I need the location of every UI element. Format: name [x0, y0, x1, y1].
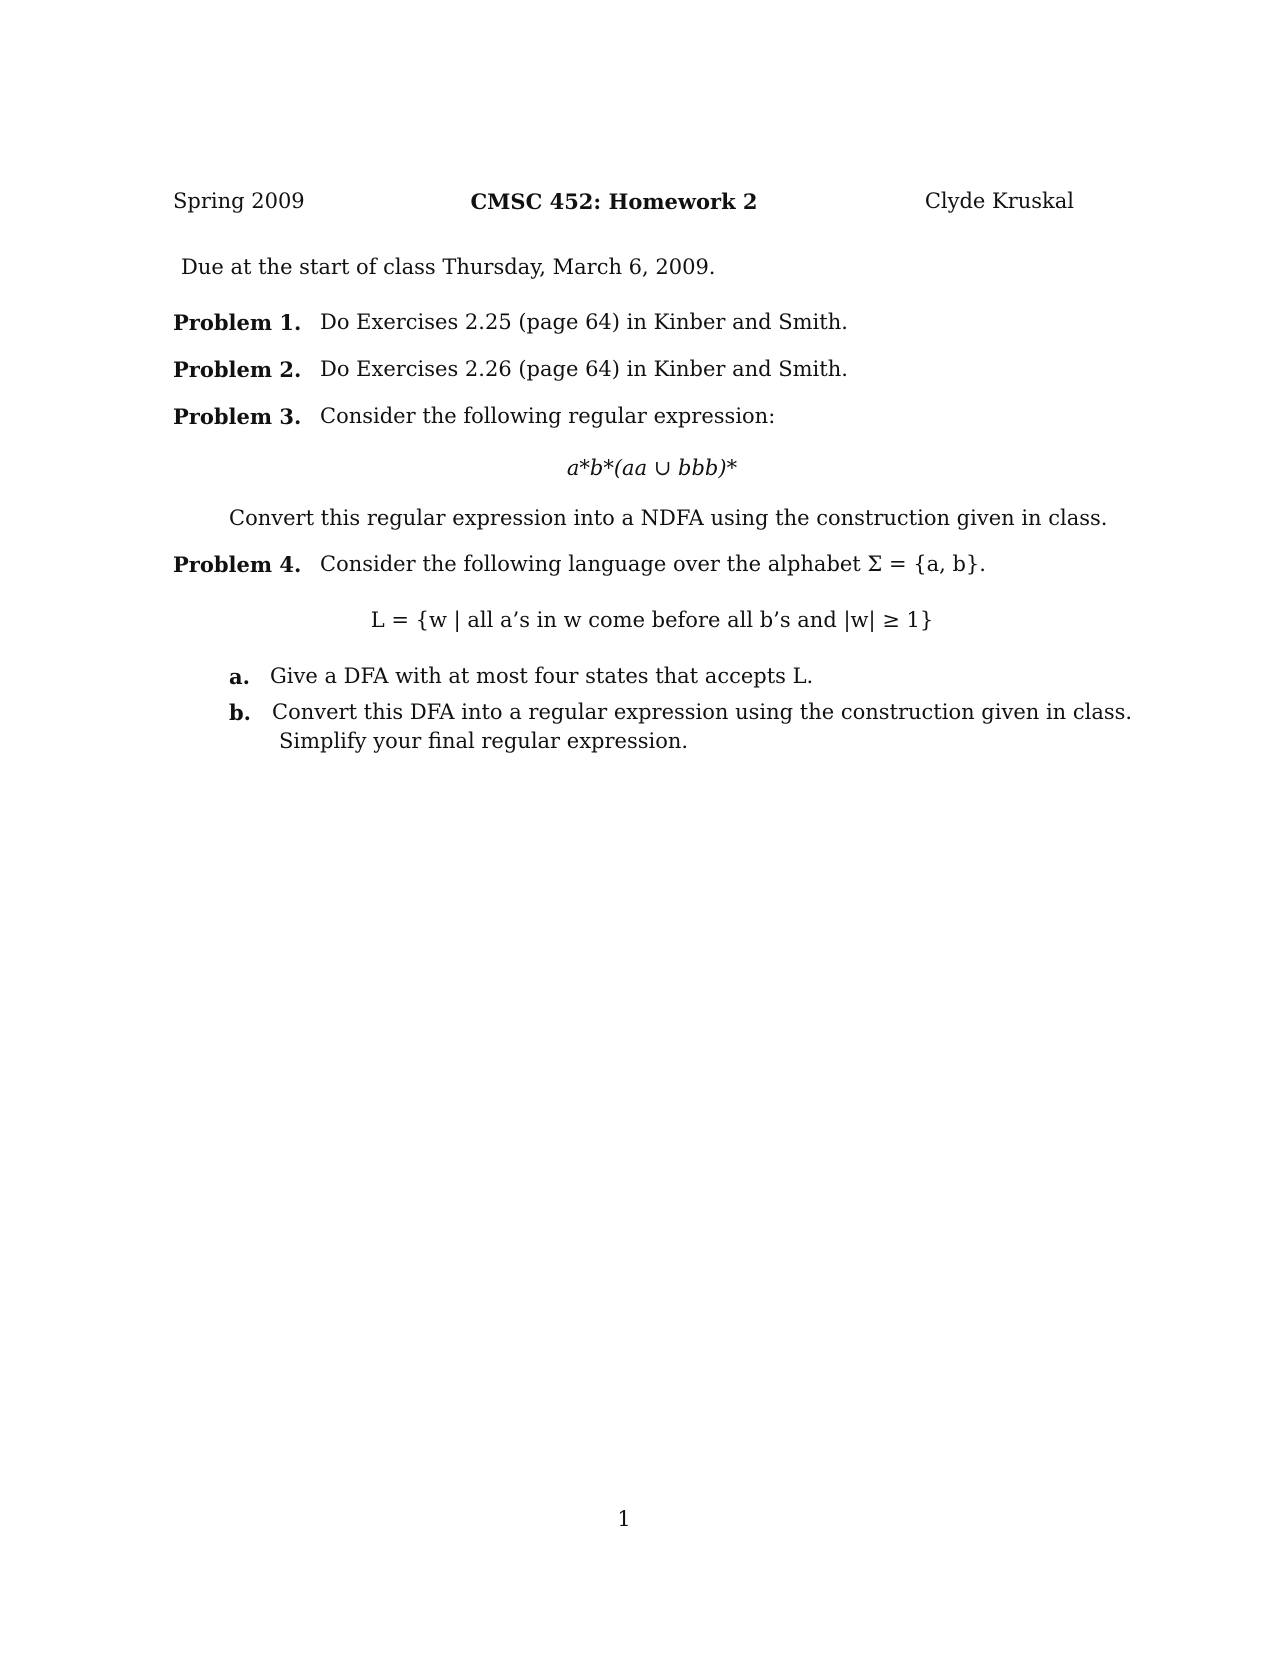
problem-4	[173, 552, 986, 577]
problem-label: Problem 1.	[173, 310, 302, 335]
problem-text: Consider the following regular expression:	[320, 404, 776, 428]
problem-label: Problem 3.	[173, 404, 302, 429]
problem-text: Consider the following language over the alphabet Σ = {a, b}.	[320, 552, 986, 576]
part-a-label: a.	[229, 664, 250, 689]
problem-1	[173, 310, 848, 335]
part-b-text: Convert this DFA into a regular expression using the construction given in class.	[272, 700, 1133, 724]
page-number: 1	[617, 1507, 631, 1531]
problem-2	[173, 357, 848, 382]
language-definition: L = {w | all a’s in w come before all b’s and |w| ≥ 1}	[370, 608, 934, 632]
problem-text: Do Exercises 2.25 (page 64) in Kinber and Smith.	[320, 310, 848, 334]
problem-label: Problem 2.	[173, 357, 302, 382]
part-b-text-continued: Simplify your final regular expression.	[279, 729, 689, 753]
regular-expression: a*b*(aa ∪ bbb)*	[566, 456, 738, 480]
document-title: CMSC 452: Homework 2	[470, 189, 758, 214]
problem-text: Do Exercises 2.26 (page 64) in Kinber and Smith.	[320, 357, 848, 381]
problem-3-instruction: Convert this regular expression into a NDFA using the construction given in class.	[229, 506, 1108, 530]
part-a-text: Give a DFA with at most four states that accepts L.	[270, 664, 814, 688]
due-date: Due at the start of class Thursday, March 6, 2009.	[181, 255, 716, 279]
problem-3	[173, 404, 776, 429]
part-b-label: b.	[229, 700, 251, 725]
semester-label: Spring 2009	[173, 189, 305, 213]
problem-label: Problem 4.	[173, 552, 302, 577]
instructor-name: Clyde Kruskal	[924, 189, 1074, 213]
